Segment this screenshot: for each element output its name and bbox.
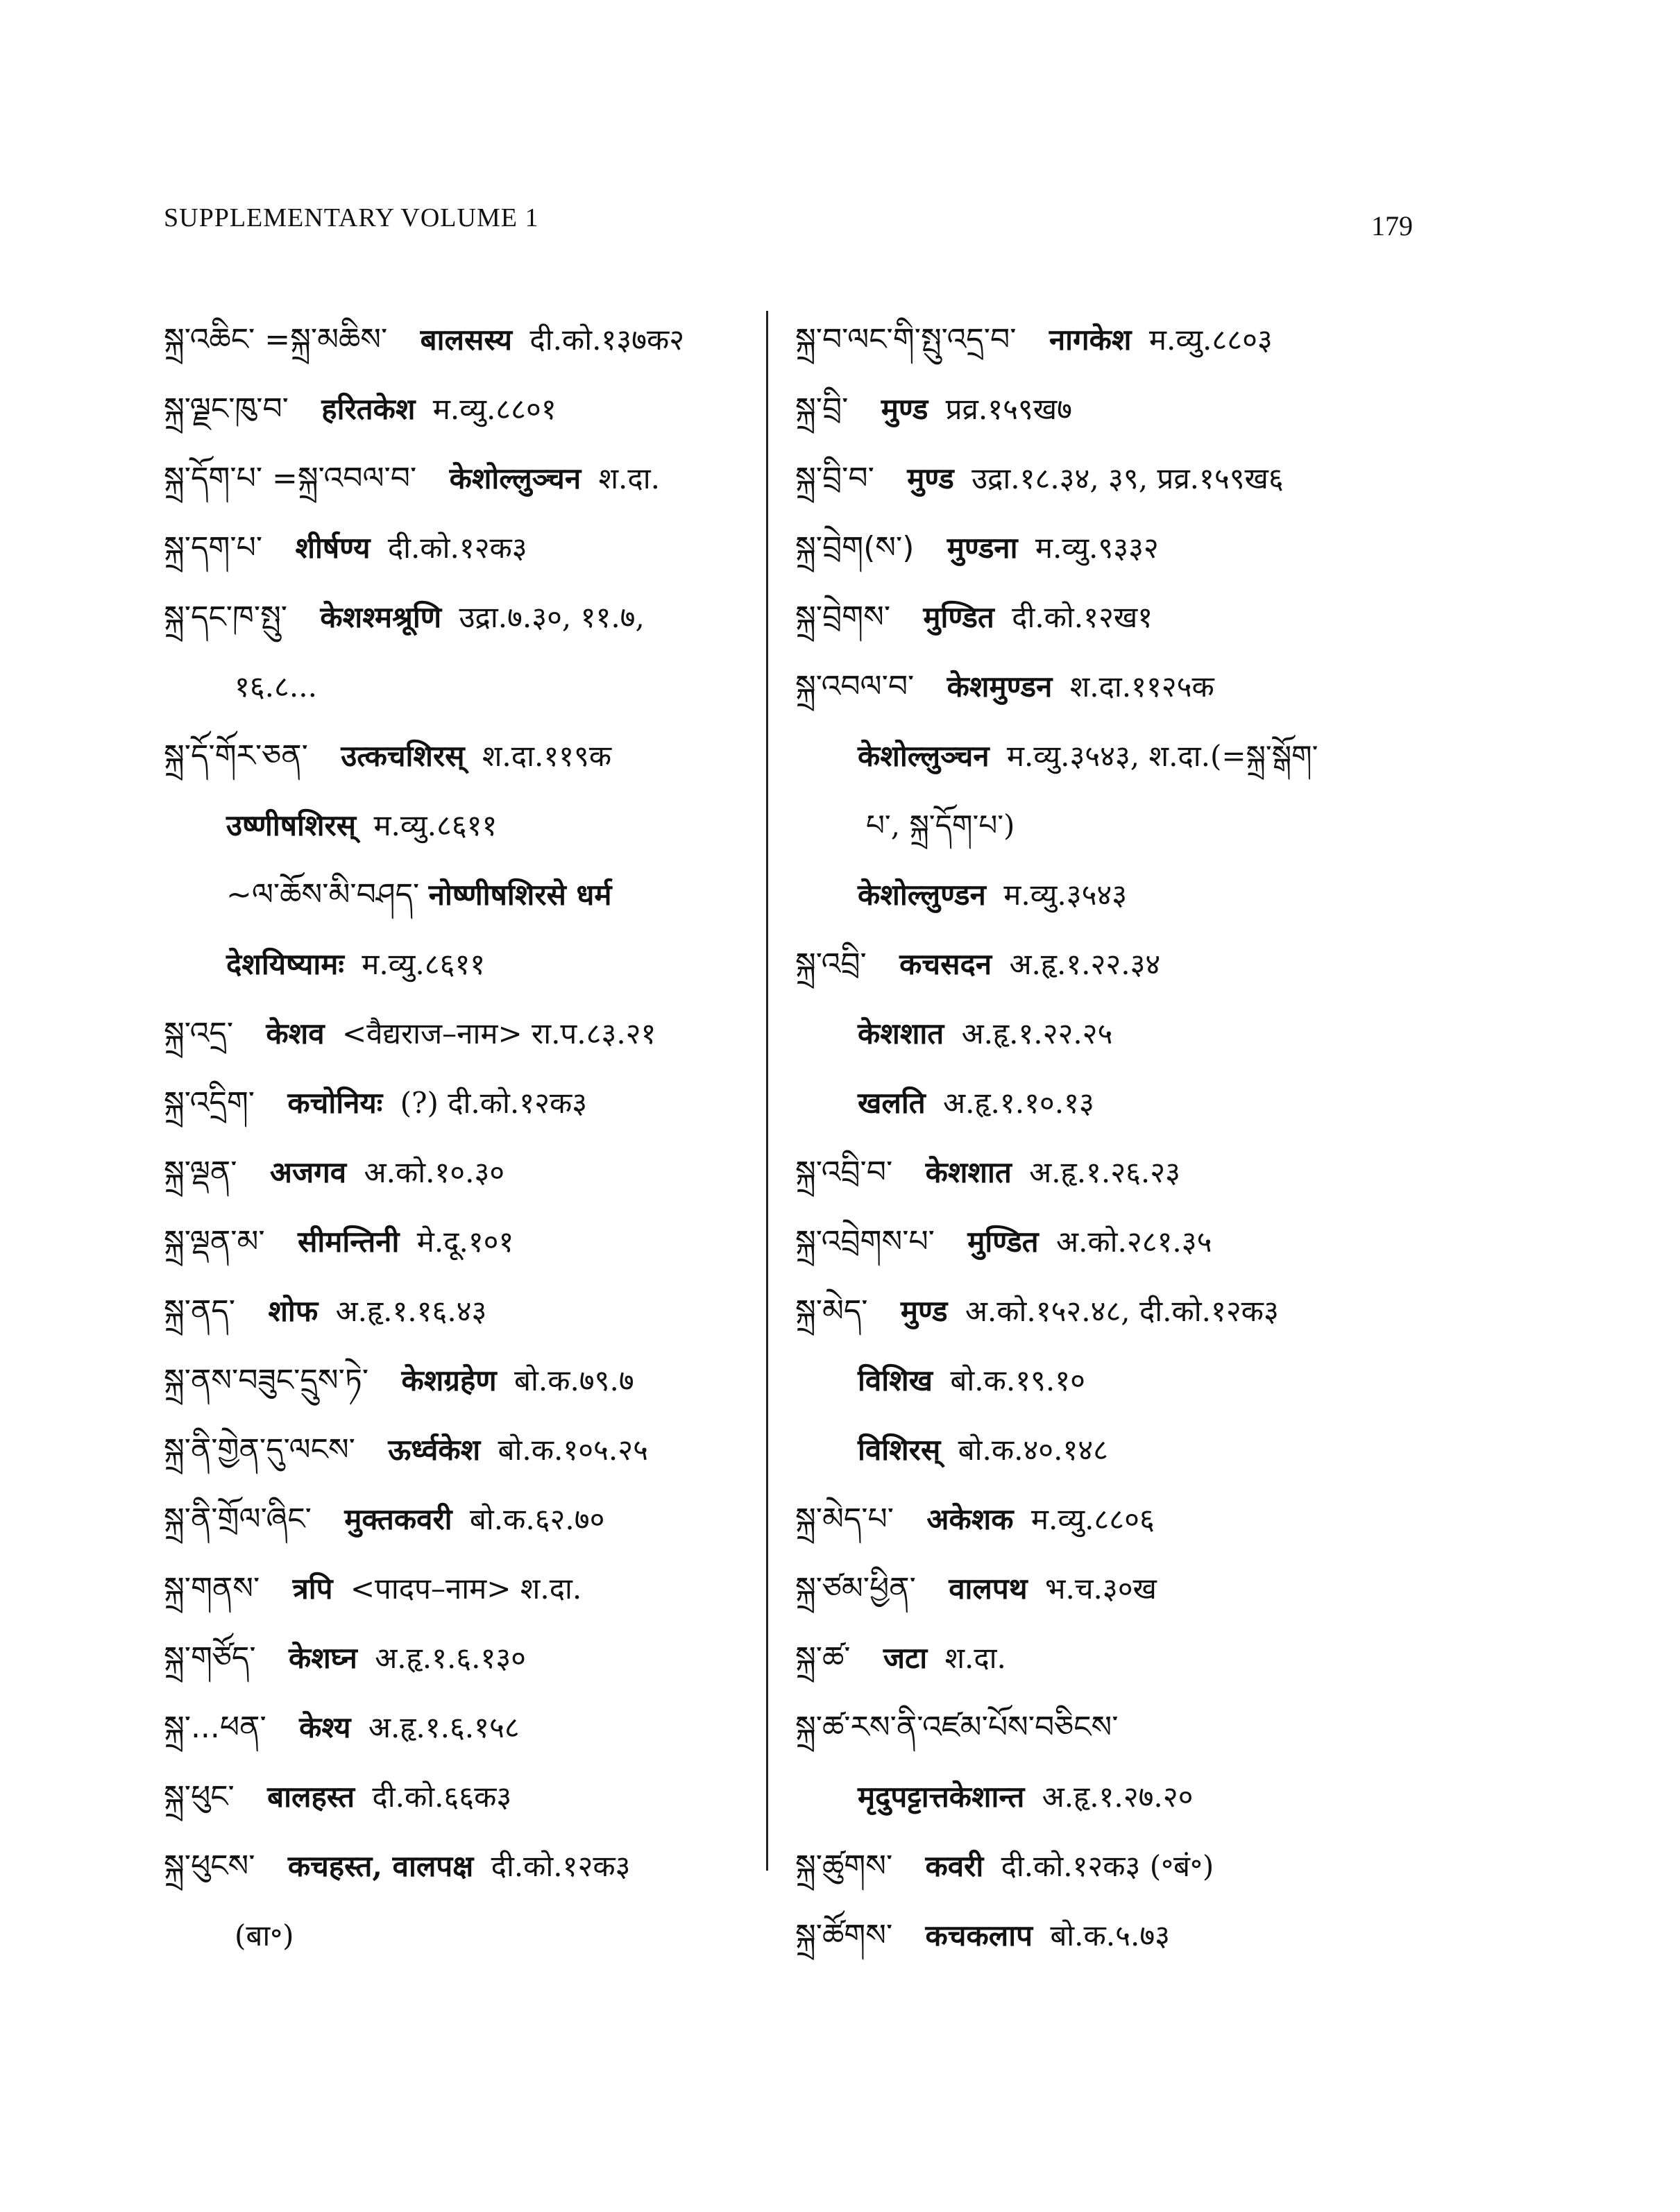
source-reference: बो.क.६२.७०: [469, 1502, 605, 1536]
dictionary-entry-continuation: [795, 1762, 1434, 1832]
tibetan-headword: སྐྲ་ནི་གྲོལ་ཞིང་: [164, 1501, 312, 1537]
tibetan-headword: སྐྲ་བ་ལང་གི་སྤུ་འདྲ་བ་: [795, 322, 1017, 357]
sanskrit-equivalent: देशयिष्यामः: [226, 947, 344, 981]
source-reference: <वैद्यराज–नाम> रा.प.८३.२१: [341, 1016, 656, 1050]
dictionary-entry: [795, 375, 1434, 444]
dictionary-entry: [795, 305, 1434, 375]
tibetan-headword: སྐྲ་བྲེག(ས་): [795, 530, 915, 565]
tibetan-headword: སྐྲ་མེད་པ་: [795, 1501, 894, 1537]
source-reference: उद्रा.१८.३४, ३९, प्रव्र.१५९ख६: [971, 461, 1284, 495]
source-reference: म.व्यु.३५४३: [1003, 878, 1128, 912]
tibetan-headword: སྐྲ་ཚོགས་: [795, 1918, 893, 1953]
source-reference: दी.को.१२क३: [491, 1849, 631, 1883]
sanskrit-equivalent: केशोल्लुञ्चन: [449, 461, 582, 495]
dictionary-entry: [795, 1138, 1434, 1207]
sanskrit-equivalent: मृदुपट्टात्तकेशान्त: [858, 1780, 1025, 1814]
source-reference: १६.८...: [235, 670, 317, 704]
tibetan-headword: སྐྲ་འབྲི་བ་: [795, 1155, 893, 1190]
source-reference: म.व्यु.८८०६: [1030, 1502, 1155, 1536]
tibetan-headword: སྐྲ་ནས་བཟུང་དྲུས་ཏེ་: [164, 1363, 369, 1398]
sanskrit-equivalent: मुण्ड: [881, 392, 928, 426]
source-reference: श.दा.: [944, 1641, 1006, 1675]
sanskrit-equivalent: नागकेश: [1049, 323, 1132, 357]
sanskrit-equivalent: केशव: [266, 1016, 325, 1050]
source-reference: अ.को.१०.३०: [364, 1155, 505, 1189]
dictionary-entry-continuation: [164, 791, 774, 860]
dictionary-entry-continuation: [795, 1415, 1434, 1485]
page-header: [164, 203, 1413, 244]
tibetan-headword: སྐྲ་...ཕན་: [164, 1710, 266, 1745]
tibetan-headword: སྐྲ་འཆིང་ =སྐྲ་མཆིས་: [164, 322, 388, 357]
dictionary-entry-continuation: [795, 791, 1434, 860]
source-reference: श.दा.११९क: [482, 739, 612, 773]
dictionary-entry: [795, 930, 1434, 999]
sanskrit-equivalent: केशग्रहेण: [401, 1363, 497, 1397]
sanskrit-equivalent: कचसदन: [899, 947, 992, 981]
sanskrit-equivalent: उत्कचशिरस्: [341, 739, 465, 773]
sanskrit-equivalent: केशशात: [858, 1016, 944, 1050]
source-reference: बो.क.१९.१०: [950, 1363, 1085, 1397]
source-reference: बो.क.५.७३: [1050, 1919, 1171, 1952]
dictionary-entry: [164, 513, 774, 583]
source-reference: अ.हृ.१.६.१५८: [368, 1710, 520, 1744]
sanskrit-equivalent: मुण्डना: [947, 531, 1018, 565]
sanskrit-equivalent: मुण्डित: [923, 600, 994, 634]
dictionary-entry-continuation: [164, 652, 774, 722]
sanskrit-equivalent: अजगव: [269, 1155, 347, 1189]
dictionary-entry-continuation: [795, 1346, 1434, 1415]
sanskrit-equivalent: केशशात: [925, 1155, 1012, 1189]
dictionary-entry: [164, 444, 774, 513]
tibetan-headword: སྐྲ་ནི་གྱེན་དུ་ལངས་: [164, 1432, 355, 1467]
source-reference: दी.को.१३७क२: [529, 323, 685, 357]
source-reference: अ.हृ.१.१०.१३: [943, 1086, 1094, 1120]
source-reference: दी.को.१२क३ (॰बं॰): [1001, 1849, 1214, 1883]
sanskrit-equivalent: मुण्ड: [900, 1294, 948, 1328]
tibetan-headword: ~ལ་ཆོས་མི་བཤད་: [226, 877, 420, 912]
tibetan-headword: སྐྲ་དག་པ་: [164, 530, 263, 565]
dictionary-entry-continuation: [795, 999, 1434, 1069]
sanskrit-equivalent: शीर्षण्य: [295, 531, 371, 565]
source-reference: बो.क.१०५.२५: [498, 1433, 648, 1467]
source-reference: अ.को.१५२.४८, दी.को.१२क३: [965, 1294, 1279, 1328]
sanskrit-equivalent: विशिख: [858, 1363, 933, 1397]
sanskrit-equivalent: विशिरस्: [858, 1433, 941, 1467]
sanskrit-equivalent: उष्णीषशिरस्: [226, 808, 357, 842]
left-column: [164, 305, 774, 1971]
source-reference: दी.को.१२ख१: [1012, 600, 1153, 634]
source-reference: म.व्यु.८६११: [373, 808, 498, 842]
tibetan-headword: སྐྲ་དོ་གོར་ཅན་: [164, 738, 308, 774]
sanskrit-equivalent: मुण्डित: [967, 1225, 1039, 1259]
sanskrit-equivalent: वालपथ: [949, 1572, 1028, 1606]
sanskrit-equivalent: मुक्तकवरी: [344, 1502, 452, 1536]
source-reference: अ.को.२८१.३५: [1055, 1225, 1212, 1259]
dictionary-entry: [164, 583, 774, 652]
tibetan-headword: སྐྲ་ཚ་: [795, 1640, 851, 1676]
dictionary-entry: [164, 1832, 774, 1901]
source-reference: बो.क.४०.१४८: [958, 1433, 1108, 1467]
dictionary-entry: [164, 722, 774, 791]
sanskrit-equivalent: मुण्ड: [907, 461, 954, 495]
sanskrit-equivalent: नोष्णीषशिरसे धर्म: [428, 878, 612, 912]
dictionary-entry-continuation: [164, 860, 774, 930]
source-reference: प्रव्र.१५९ख७: [945, 392, 1072, 426]
tibetan-headword: སྐྲ་བྲི་: [795, 391, 849, 427]
dictionary-entry: [795, 1554, 1434, 1624]
dictionary-entry: [164, 305, 774, 375]
tibetan-headword: སྐྲ་མེད་: [795, 1293, 868, 1329]
source-reference: बो.क.७९.७: [514, 1363, 634, 1397]
tibetan-headword: སྐྲ་འདྲིག་: [164, 1085, 255, 1121]
source-reference: अ.हृ.१.६.१३०: [375, 1641, 527, 1675]
sanskrit-equivalent: त्रपि: [292, 1572, 333, 1606]
tibetan-headword: སྐྲ་ཕུང་: [164, 1779, 235, 1814]
sanskrit-equivalent: शोफ: [268, 1294, 319, 1328]
dictionary-entry: [164, 1554, 774, 1624]
column-divider: [766, 311, 768, 1871]
tibetan-headword: སྐྲ་བྲི་བ་: [795, 461, 874, 496]
dictionary-entry-continuation: [164, 930, 774, 999]
sanskrit-equivalent: केशघ्न: [288, 1641, 357, 1675]
tibetan-headword: སྐྲ་འབལ་བ་: [795, 669, 915, 704]
dictionary-entry-continuation: [795, 722, 1434, 791]
dictionary-entry: [795, 1207, 1434, 1277]
dictionary-entry: [795, 1624, 1434, 1693]
tibetan-headword: སྐྲ་ཚུགས་: [795, 1848, 893, 1884]
source-reference: (बा॰): [235, 1919, 294, 1952]
sanskrit-equivalent: बालहस्त: [267, 1780, 355, 1814]
tibetan-headword: སྐྲ་ལྡན་མ་: [164, 1224, 265, 1259]
tibetan-headword: སྐྲ་ལྡན་: [164, 1155, 237, 1190]
dictionary-entry-continuation: [795, 1069, 1434, 1138]
source-reference: अ.हृ.१.२२.३४: [1009, 947, 1161, 981]
dictionary-entry: [795, 652, 1434, 722]
tibetan-headword: སྐྲ་ནད་: [164, 1293, 236, 1329]
sanskrit-equivalent: केश्य: [299, 1710, 351, 1744]
sanskrit-equivalent: कचोनियः: [287, 1086, 383, 1120]
source-reference: उद्रा.७.३०, ११.७,: [459, 600, 645, 634]
sanskrit-equivalent: अकेशक: [926, 1502, 1014, 1536]
sanskrit-equivalent: कचकलाप: [925, 1919, 1033, 1952]
dictionary-entry: [795, 1832, 1434, 1901]
source-reference: म.व्यु.९३३२: [1035, 531, 1159, 565]
source-reference: दी.को.६६क३: [372, 1780, 512, 1814]
tibetan-headword: སྐྲ་དོག་པ་ =སྐྲ་འབལ་བ་: [164, 461, 417, 496]
tibetan-headword: སྐྲ་འདྲ་: [164, 1016, 234, 1051]
tibetan-headword: སྐྲ་དང་ཁ་སྤུ་: [164, 599, 288, 635]
sanskrit-equivalent: बालसस्य: [420, 323, 513, 357]
page-number: 179: [1371, 210, 1413, 241]
tibetan-headword: སྐྲ་འབྲེགས་པ་: [795, 1224, 935, 1259]
sanskrit-equivalent: केशोल्लुण्डन: [858, 878, 986, 912]
dictionary-entry: [164, 999, 774, 1069]
tibetan-headword: སྐྲ་ལྗང་ཁུ་བ་: [164, 391, 289, 427]
dictionary-entry: [795, 1901, 1434, 1971]
sanskrit-equivalent: हरितकेश: [321, 392, 416, 426]
sanskrit-equivalent: केशश्मश्रूणि: [320, 600, 442, 634]
sanskrit-equivalent: केशमुण्डन: [947, 670, 1053, 704]
tibetan-headword: སྐྲ་ཙམ་ཕྱིན་: [795, 1571, 916, 1606]
source-reference: म.व्यु.८८०३: [1148, 323, 1273, 357]
source-reference: दी.को.१२क३: [387, 531, 527, 565]
source-reference: म.व्यु.८८०१: [432, 392, 557, 426]
source-reference: म.व्यु.३५४३, श.दा.(=སྐྲ་སྒོག་: [1006, 739, 1318, 773]
source-reference: अ.हृ.१.२७.२०: [1042, 1780, 1194, 1814]
dictionary-entry: [795, 513, 1434, 583]
tibetan-headword: སྐྲ་གཙོད་: [164, 1640, 256, 1676]
source-reference: मे.दू.१०१: [416, 1225, 514, 1259]
dictionary-entry: [795, 583, 1434, 652]
sanskrit-equivalent: खलति: [858, 1086, 926, 1120]
dictionary-entry-continuation: [795, 860, 1434, 930]
dictionary-entry: [164, 1485, 774, 1554]
tibetan-headword: སྐྲ་ཚ་རས་ནི་འཛམ་པོས་བཅིངས་: [795, 1710, 1119, 1745]
dictionary-entry: [795, 444, 1434, 513]
dictionary-entry: [164, 1277, 774, 1346]
tibetan-headword: སྐྲ་བྲེགས་: [795, 599, 891, 635]
sanskrit-equivalent: सीमन्तिनी: [298, 1225, 400, 1259]
dictionary-entry: [164, 1207, 774, 1277]
sanskrit-equivalent: कवरी: [925, 1849, 984, 1883]
sanskrit-equivalent: केशोल्लुञ्चन: [858, 739, 990, 773]
source-reference: म.व्यु.८६११: [362, 947, 486, 981]
dictionary-entry: [164, 1346, 774, 1415]
dictionary-entry: [164, 1624, 774, 1693]
source-reference: པ་, སྐྲ་དོག་པ་): [866, 808, 1015, 842]
dictionary-entry-continuation: [164, 1901, 774, 1971]
source-reference: अ.हृ.१.१६.४३: [335, 1294, 487, 1328]
tibetan-headword: སྐྲ་ཕུངས་: [164, 1848, 255, 1884]
dictionary-entry: [164, 1415, 774, 1485]
source-reference: अ.हृ.१.२२.२५: [961, 1016, 1113, 1050]
sanskrit-equivalent: कचहस्त, वालपक्ष: [287, 1849, 474, 1883]
dictionary-entry: [164, 375, 774, 444]
dictionary-entry: [164, 1069, 774, 1138]
right-column: [795, 305, 1434, 1971]
source-reference: भ.च.३०ख: [1044, 1572, 1157, 1606]
sanskrit-equivalent: ऊर्ध्वकेश: [388, 1433, 481, 1467]
source-reference: अ.हृ.१.२६.२३: [1029, 1155, 1180, 1189]
dictionary-entry: [164, 1138, 774, 1207]
running-title: SUPPLEMENTARY VOLUME 1: [164, 203, 539, 232]
tibetan-headword: སྐྲ་འབྲི་: [795, 946, 867, 982]
dictionary-entry: [795, 1485, 1434, 1554]
dictionary-entry: [164, 1762, 774, 1832]
dictionary-entry: [164, 1693, 774, 1762]
dictionary-entry: [795, 1693, 1434, 1762]
tibetan-headword: སྐྲ་གནས་: [164, 1571, 260, 1606]
source-reference: <पादप–नाम> श.दा.: [350, 1572, 582, 1606]
dictionary-entry: [795, 1277, 1434, 1346]
sanskrit-equivalent: जटा: [883, 1641, 928, 1675]
source-reference: श.दा.११२५क: [1069, 670, 1214, 704]
source-reference: (?) दी.को.१२क३: [400, 1086, 588, 1120]
source-reference: श.दा.: [598, 461, 660, 495]
